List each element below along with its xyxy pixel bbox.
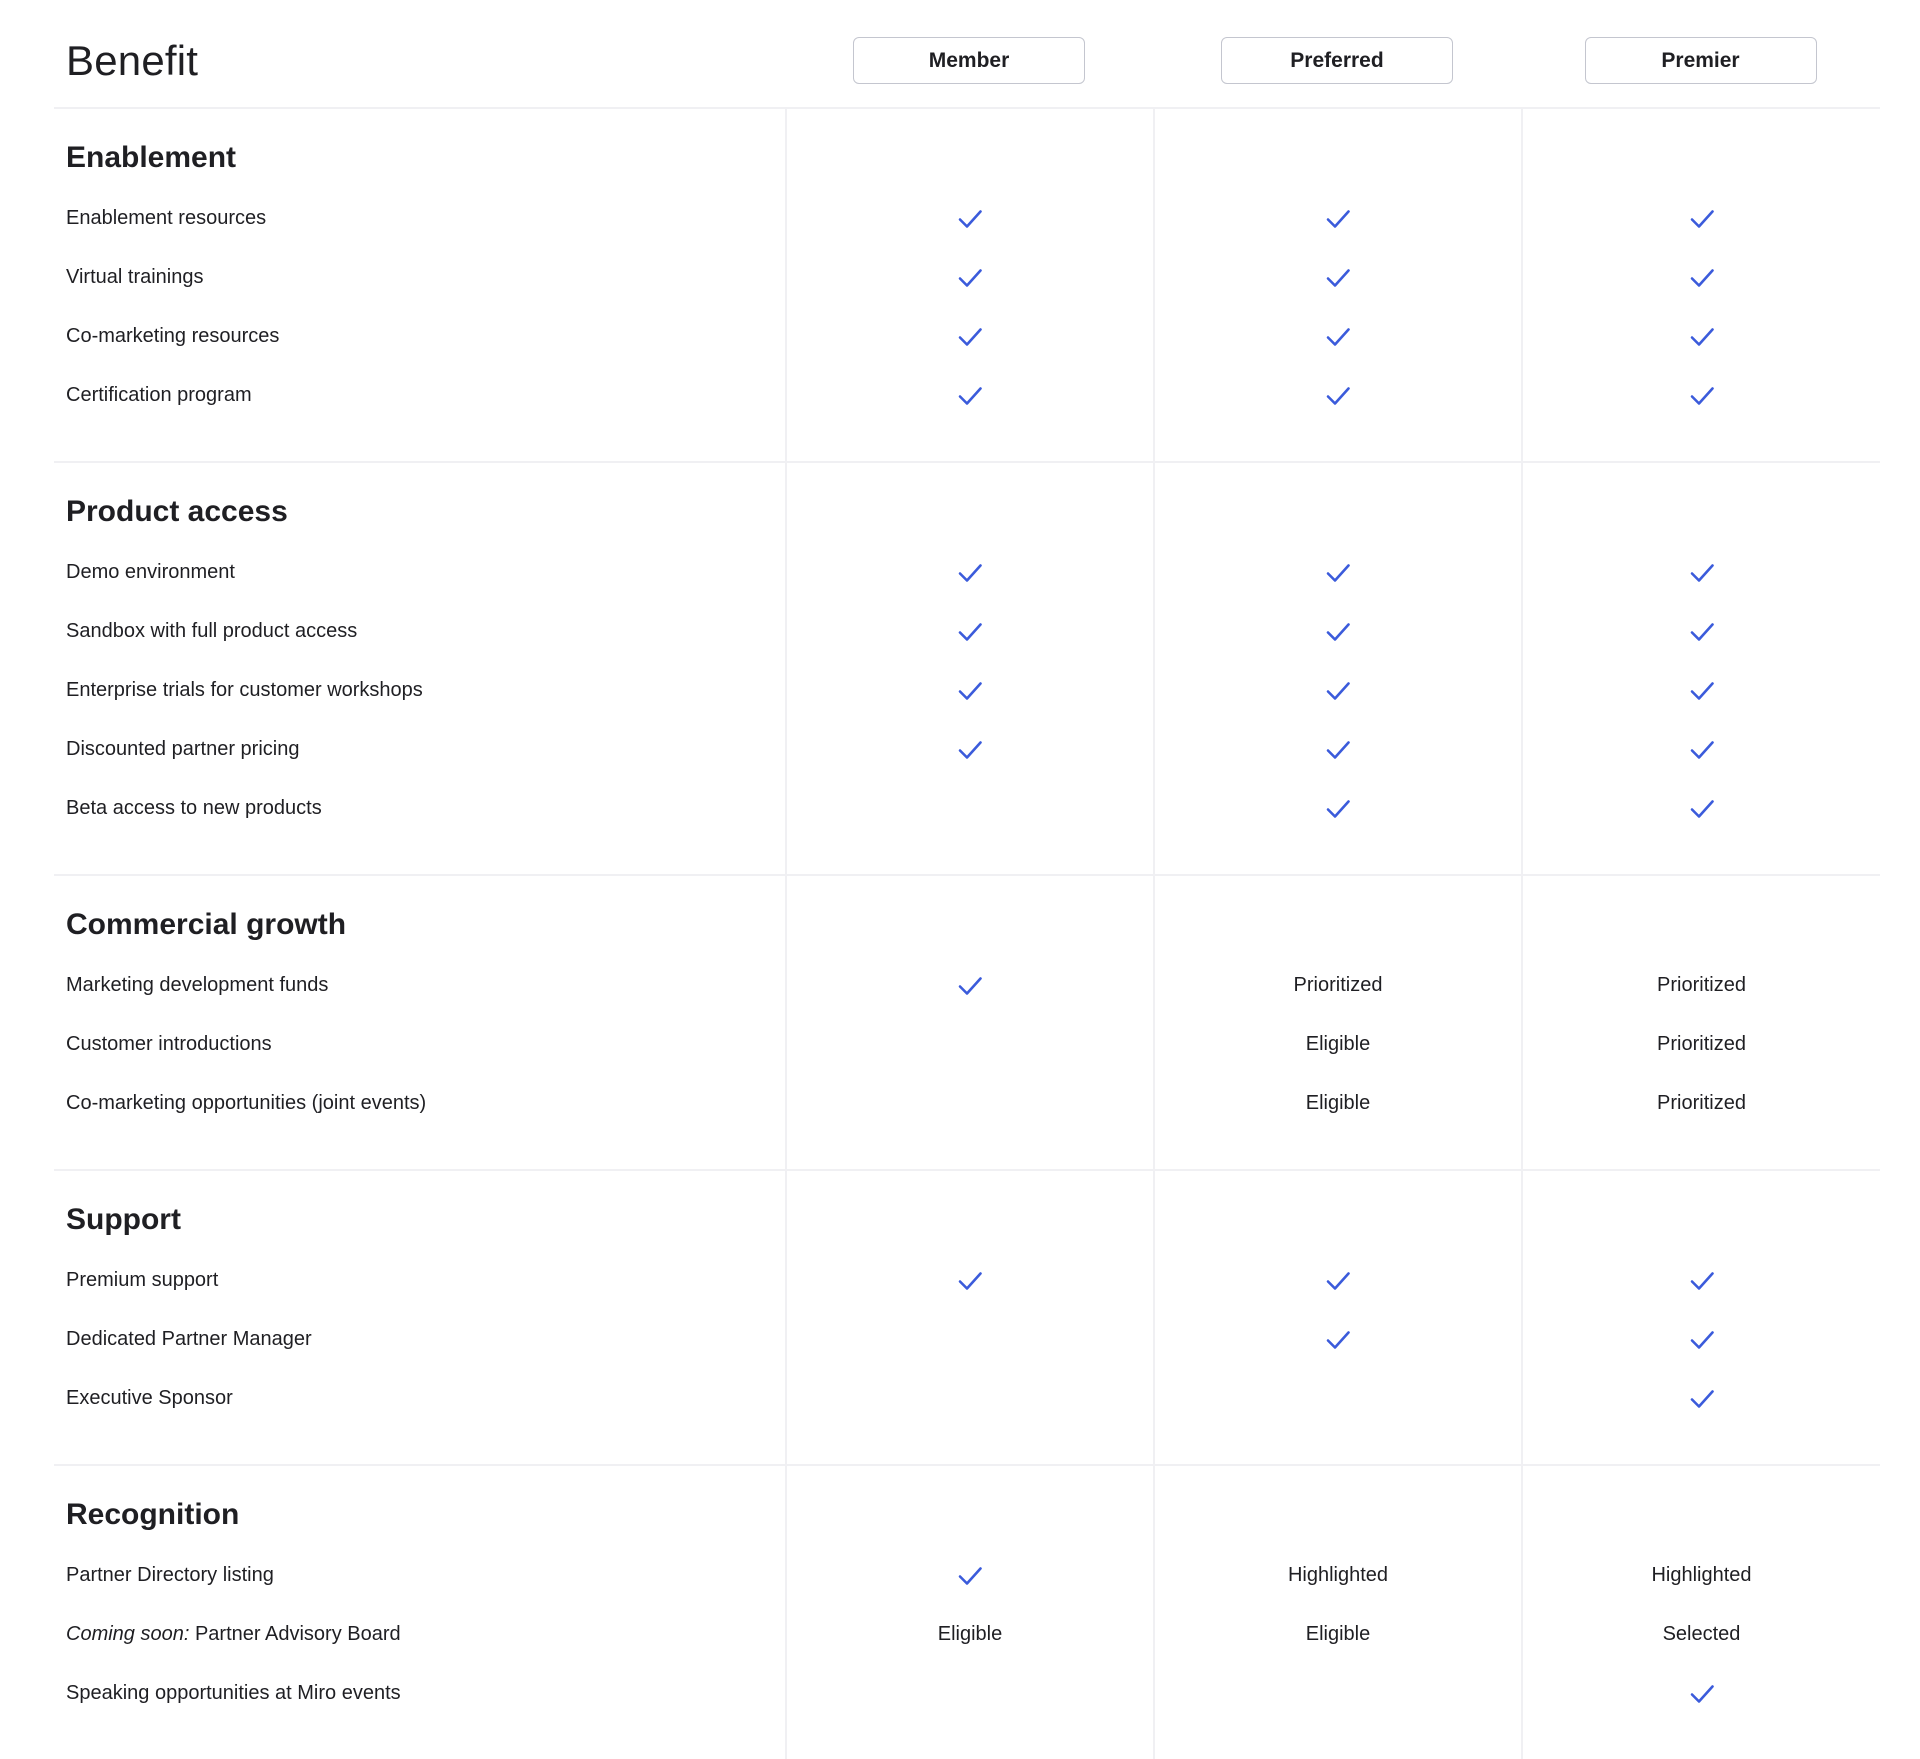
value-member xyxy=(785,1605,1153,1664)
table-row xyxy=(54,1546,1880,1605)
checkmark-icon xyxy=(1688,323,1716,351)
checkmark-icon xyxy=(1324,264,1352,292)
value-member xyxy=(785,779,1153,838)
section-title: Commercial growth xyxy=(66,908,347,941)
checkmark-icon xyxy=(956,1562,984,1590)
checkmark-icon xyxy=(1688,205,1716,233)
checkmark-icon xyxy=(1324,382,1352,410)
benefit-label-text: Enablement resources xyxy=(66,207,267,229)
section-commercial-growth xyxy=(54,876,1880,1171)
checkmark-icon xyxy=(1324,1267,1352,1295)
section-enablement xyxy=(54,109,1880,463)
checkmark-icon xyxy=(1688,677,1716,705)
checkmark-icon xyxy=(1688,1326,1716,1354)
value-preferred xyxy=(1153,720,1521,779)
value-member xyxy=(785,1546,1153,1605)
value-premier xyxy=(1521,779,1880,838)
section-support xyxy=(54,1171,1880,1466)
table-header xyxy=(54,0,1880,109)
benefit-label-text: Speaking opportunities at Miro events xyxy=(66,1682,401,1704)
checkmark-icon xyxy=(1688,1680,1716,1708)
value-preferred xyxy=(1153,307,1521,366)
benefit-label xyxy=(54,1251,785,1310)
checkmark-icon xyxy=(1324,736,1352,764)
benefit-label xyxy=(54,779,785,838)
value-preferred xyxy=(1153,366,1521,425)
table-row xyxy=(54,189,1880,248)
benefit-label-text: Marketing development funds xyxy=(66,974,329,996)
section-recognition xyxy=(54,1466,1880,1759)
benefit-label xyxy=(54,1605,785,1664)
table-row xyxy=(54,307,1880,366)
section-product-access xyxy=(54,463,1880,876)
value-text: Prioritized xyxy=(1293,974,1383,996)
value-premier xyxy=(1521,1605,1880,1664)
value-member xyxy=(785,307,1153,366)
benefit-label xyxy=(54,956,785,1015)
value-premier xyxy=(1521,1251,1880,1310)
benefit-label-text: Premium support xyxy=(66,1269,219,1291)
value-text: Highlighted xyxy=(1651,1564,1752,1586)
value-premier xyxy=(1521,1310,1880,1369)
value-premier xyxy=(1521,366,1880,425)
checkmark-icon xyxy=(956,736,984,764)
checkmark-icon xyxy=(1688,736,1716,764)
value-preferred xyxy=(1153,1310,1521,1369)
benefit-label-text: Beta access to new products xyxy=(66,797,322,819)
value-member xyxy=(785,602,1153,661)
table-row xyxy=(54,661,1880,720)
checkmark-icon xyxy=(1324,677,1352,705)
table-row xyxy=(54,1015,1880,1074)
tier-member-button[interactable]: Member xyxy=(853,37,1085,84)
tier-preferred-button[interactable]: Preferred xyxy=(1221,37,1453,84)
value-preferred xyxy=(1153,1369,1521,1428)
value-preferred xyxy=(1153,661,1521,720)
table-row xyxy=(54,779,1880,838)
value-text: Eligible xyxy=(1305,1623,1371,1645)
section-title: Enablement xyxy=(66,141,237,174)
checkmark-icon xyxy=(1688,1267,1716,1295)
value-preferred xyxy=(1153,1664,1521,1723)
checkmark-icon xyxy=(956,264,984,292)
tier-premier-button[interactable]: Premier xyxy=(1585,37,1817,84)
benefit-label xyxy=(54,307,785,366)
checkmark-icon xyxy=(956,972,984,1000)
benefit-label-text: Dedicated Partner Manager xyxy=(66,1328,312,1350)
value-preferred xyxy=(1153,1015,1521,1074)
benefit-label-text: Discounted partner pricing xyxy=(66,738,300,760)
benefit-label-text: Customer introductions xyxy=(66,1033,272,1055)
benefit-label xyxy=(54,189,785,248)
value-preferred xyxy=(1153,1074,1521,1133)
benefit-label-text: Demo environment xyxy=(66,561,235,583)
value-member xyxy=(785,1369,1153,1428)
table-row xyxy=(54,1251,1880,1310)
value-text: Prioritized xyxy=(1657,1033,1746,1055)
value-premier xyxy=(1521,1015,1880,1074)
value-preferred xyxy=(1153,1546,1521,1605)
value-preferred xyxy=(1153,1605,1521,1664)
value-text: Selected xyxy=(1662,1623,1741,1645)
value-member xyxy=(785,1310,1153,1369)
value-member xyxy=(785,248,1153,307)
benefits-comparison-table xyxy=(54,0,1880,1759)
checkmark-icon xyxy=(1688,1385,1716,1413)
benefit-label-text: Partner Directory listing xyxy=(66,1564,274,1586)
value-premier xyxy=(1521,248,1880,307)
benefit-label-text: Certification program xyxy=(66,384,252,406)
benefit-label xyxy=(54,1310,785,1369)
benefit-label xyxy=(54,1074,785,1133)
checkmark-icon xyxy=(1688,795,1716,823)
value-member xyxy=(785,661,1153,720)
benefit-label-text: Enterprise trials for customer workshops xyxy=(66,679,423,701)
value-member xyxy=(785,1074,1153,1133)
value-premier xyxy=(1521,1546,1880,1605)
value-premier xyxy=(1521,189,1880,248)
coming-soon-prefix: Coming soon: xyxy=(66,1623,190,1645)
checkmark-icon xyxy=(1324,1326,1352,1354)
value-member xyxy=(785,1251,1153,1310)
checkmark-icon xyxy=(1688,264,1716,292)
table-row xyxy=(54,956,1880,1015)
section-title: Support xyxy=(66,1203,181,1236)
benefit-label-text: Co-marketing resources xyxy=(66,325,280,347)
benefit-label xyxy=(54,1664,785,1723)
value-premier xyxy=(1521,307,1880,366)
benefit-label xyxy=(54,602,785,661)
value-member xyxy=(785,1015,1153,1074)
value-preferred xyxy=(1153,248,1521,307)
checkmark-icon xyxy=(1324,618,1352,646)
benefit-label xyxy=(54,720,785,779)
value-premier xyxy=(1521,602,1880,661)
checkmark-icon xyxy=(1324,205,1352,233)
value-preferred xyxy=(1153,189,1521,248)
section-title: Product access xyxy=(66,495,288,528)
checkmark-icon xyxy=(1688,559,1716,587)
value-premier xyxy=(1521,543,1880,602)
checkmark-icon xyxy=(956,618,984,646)
section-title: Recognition xyxy=(66,1498,240,1531)
checkmark-icon xyxy=(1324,323,1352,351)
value-member xyxy=(785,189,1153,248)
benefit-label-text: Executive Sponsor xyxy=(66,1387,233,1409)
benefit-label-text: Co-marketing opportunities (joint events) xyxy=(66,1092,427,1114)
table-row xyxy=(54,543,1880,602)
value-text: Eligible xyxy=(1305,1033,1371,1055)
checkmark-icon xyxy=(1688,618,1716,646)
value-member xyxy=(785,720,1153,779)
checkmark-icon xyxy=(1324,559,1352,587)
benefit-sections xyxy=(54,109,1880,1759)
checkmark-icon xyxy=(956,1267,984,1295)
benefit-label-text: Virtual trainings xyxy=(66,266,204,288)
checkmark-icon xyxy=(956,559,984,587)
table-row xyxy=(54,602,1880,661)
benefit-label-text: Partner Advisory Board xyxy=(194,1623,401,1645)
benefit-label xyxy=(54,661,785,720)
table-row xyxy=(54,1310,1880,1369)
value-preferred xyxy=(1153,543,1521,602)
checkmark-icon xyxy=(956,323,984,351)
value-member xyxy=(785,366,1153,425)
value-premier xyxy=(1521,720,1880,779)
value-preferred xyxy=(1153,602,1521,661)
value-premier xyxy=(1521,1369,1880,1428)
checkmark-icon xyxy=(956,382,984,410)
value-premier xyxy=(1521,1074,1880,1133)
page-title: Benefit xyxy=(66,36,199,84)
value-preferred xyxy=(1153,956,1521,1015)
value-preferred xyxy=(1153,1251,1521,1310)
benefit-label xyxy=(54,366,785,425)
table-row xyxy=(54,1369,1880,1428)
benefit-label-text: Sandbox with full product access xyxy=(66,620,358,642)
value-premier xyxy=(1521,661,1880,720)
table-row xyxy=(54,1664,1880,1723)
value-text: Prioritized xyxy=(1657,1092,1746,1114)
checkmark-icon xyxy=(1688,382,1716,410)
table-row xyxy=(54,248,1880,307)
value-preferred xyxy=(1153,779,1521,838)
value-text: Eligible xyxy=(937,1623,1003,1645)
value-text: Highlighted xyxy=(1287,1564,1389,1586)
value-premier xyxy=(1521,956,1880,1015)
checkmark-icon xyxy=(1324,795,1352,823)
table-row xyxy=(54,366,1880,425)
value-member xyxy=(785,1664,1153,1723)
benefit-label xyxy=(54,248,785,307)
checkmark-icon xyxy=(956,677,984,705)
value-text: Prioritized xyxy=(1657,974,1746,996)
checkmark-icon xyxy=(956,205,984,233)
benefit-label xyxy=(54,1015,785,1074)
value-member xyxy=(785,543,1153,602)
benefit-label xyxy=(54,1369,785,1428)
value-premier xyxy=(1521,1664,1880,1723)
value-member xyxy=(785,956,1153,1015)
table-row xyxy=(54,1074,1880,1133)
table-row xyxy=(54,1605,1880,1664)
value-text: Eligible xyxy=(1305,1092,1371,1114)
benefit-label xyxy=(54,543,785,602)
table-row xyxy=(54,720,1880,779)
benefit-label xyxy=(54,1546,785,1605)
